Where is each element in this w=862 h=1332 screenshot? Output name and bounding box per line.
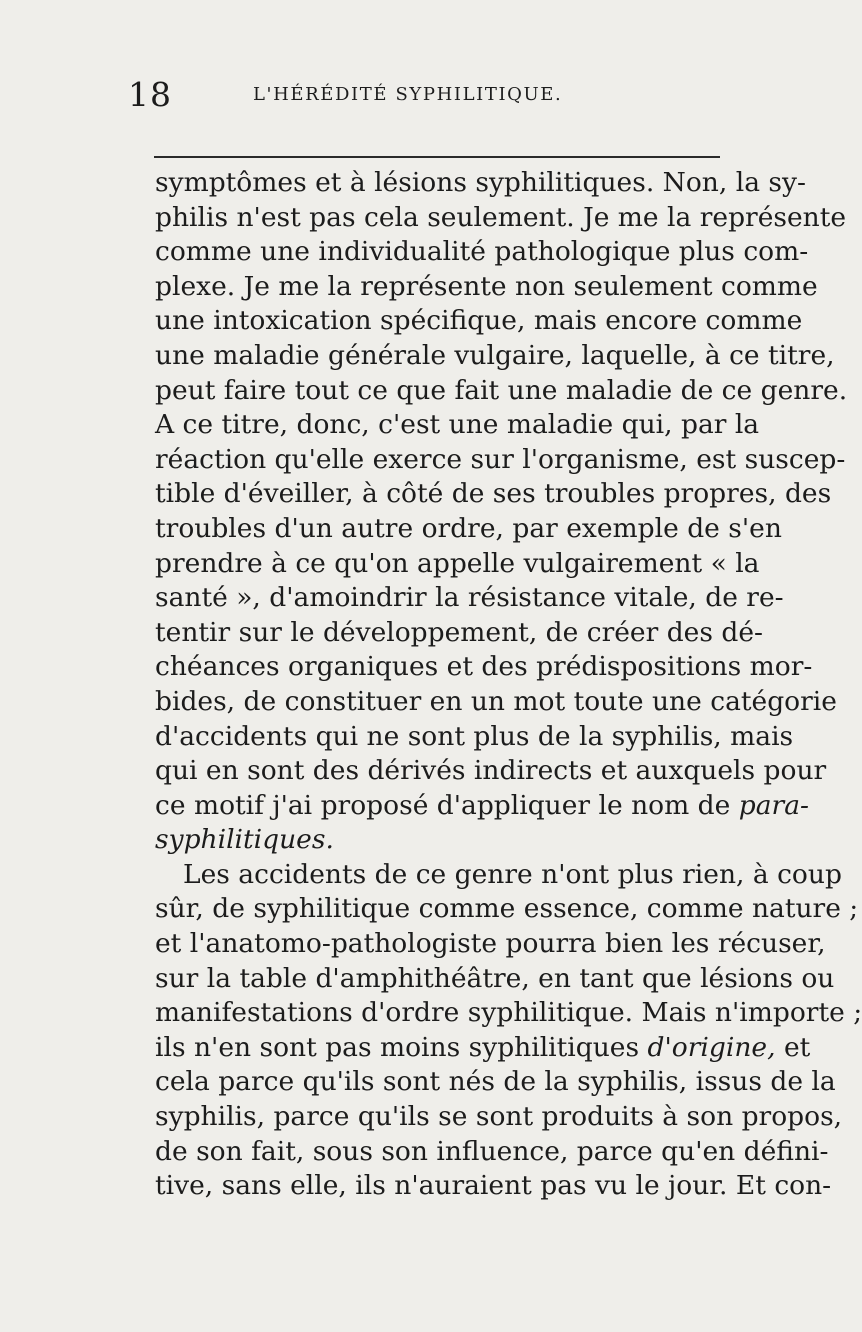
text-line: cela parce qu'ils sont nés de la syphilis, issus de la [155,1066,836,1098]
text-line: prendre à ce qu'on appelle vulgairement « la [155,547,760,579]
text-line: une intoxication spécifique, mais encore comme [155,305,803,337]
body-text [155,166,862,1204]
italic-term: d'origine, [647,1031,776,1063]
text-line: comme une individualité pathologique plus com- [155,236,809,268]
page-number: 18 [128,75,172,114]
text-segment: ils n'en sont pas moins syphilitiques [155,1031,640,1063]
text-line: réaction qu'elle exerce sur l'organisme, est suscep- [155,443,846,475]
text-line: peut faire tout ce que fait une maladie de ce genre. [155,374,848,406]
italic-term: para- [738,789,809,821]
text-line: bides, de constituer en un mot toute une catégorie [155,685,837,717]
text-line: et l'anatomo-pathologiste pourra bien les récuser, [155,928,826,960]
text-line: une maladie générale vulgaire, laquelle, à ce titre, [155,339,835,371]
text-line: plexe. Je me la représente non seulement comme [155,270,818,302]
header-rule [154,156,720,158]
page-header [128,72,688,118]
text-line: de son fait, sous son influence, parce qu'en défini- [155,1135,829,1167]
text-line [155,823,723,858]
text-line: manifestations d'ordre syphilitique. Mais n'importe ; [155,997,862,1029]
text-line: tentir sur le développement, de créer des dé- [155,616,763,648]
text-line: Les accidents de ce genre n'ont plus rien, à coup [183,858,842,890]
text-line [155,1031,811,1066]
running-head: L'HÉRÉDITÉ SYPHILITIQUE. [253,84,563,105]
text-line: troubles d'un autre ordre, par exemple de s'en [155,512,782,544]
italic-term: syphilitiques. [155,824,334,856]
text-line: syphilis, parce qu'ils se sont produits à son propos, [155,1101,843,1133]
text-line: tible d'éveiller, à côté de ses troubles propres, des [155,478,832,510]
text-line: A ce titre, donc, c'est une maladie qui, par la [155,409,760,441]
text-line: sur la table d'amphithéâtre, en tant que lésions ou [155,962,835,994]
text-line: qui en sont des dérivés indirects et auxquels pour [155,755,827,787]
text-segment: ce motif j'ai proposé d'appliquer le nom de [155,789,731,821]
text-line: symptômes et à lésions syphilitiques. Non, la sy- [155,167,806,198]
text-line: philis n'est pas cela seulement. Je me la représente [155,201,847,233]
text-line: chéances organiques et des prédispositions mor- [155,651,813,683]
text-segment: et [783,1031,811,1063]
text-line: sûr, de syphilitique comme essence, comme nature ; [155,893,859,925]
text-line: tive, sans elle, ils n'auraient pas vu le jour. Et con- [155,1170,832,1202]
text-line [155,789,809,824]
text-line: santé », d'amoindrir la résistance vitale, de re- [155,582,784,614]
text-line: d'accidents qui ne sont plus de la syphilis, mais [155,720,794,752]
